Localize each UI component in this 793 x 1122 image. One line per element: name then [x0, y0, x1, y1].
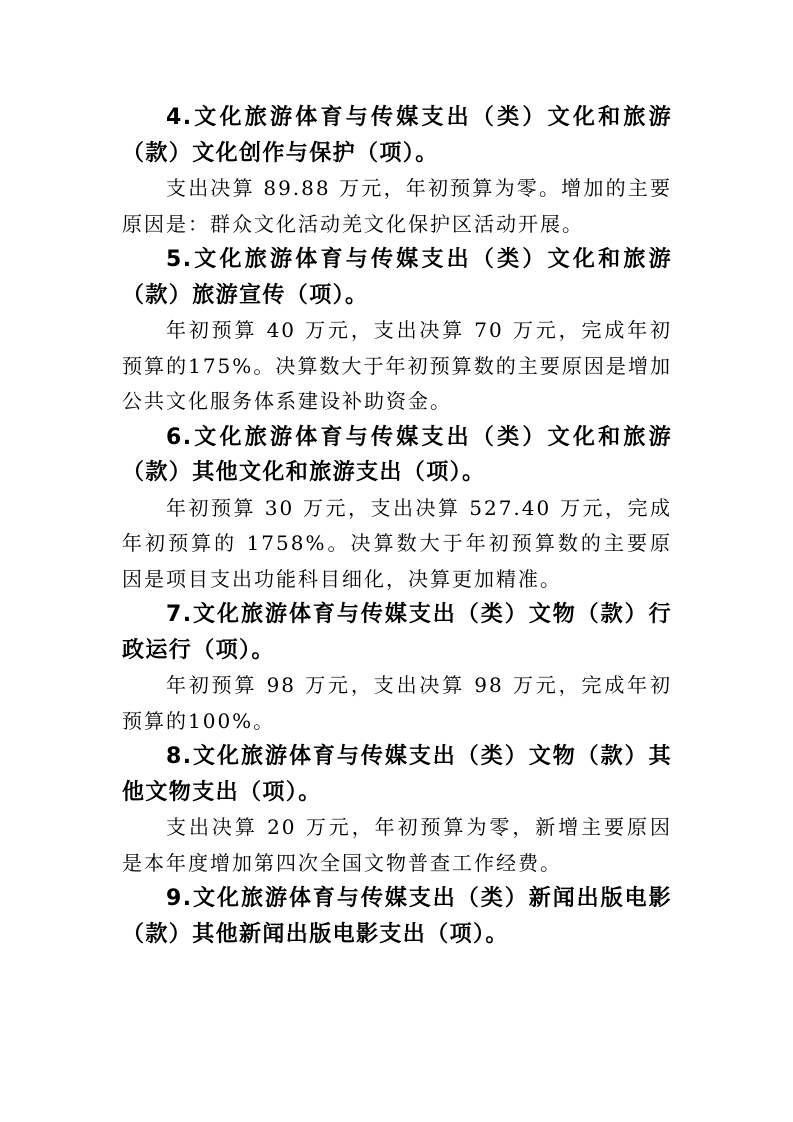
section-5 — [122, 242, 672, 420]
section-body: 支出决算 89.88 万元，年初预算为零。增加的主要原因是：群众文化活动羌文化保护区活动开展。 — [122, 176, 672, 236]
section-body: 年初预算 30 万元，支出决算 527.40 万元，完成年初预算的 1758%。决算数大于年初预算数的主要原因是项目支出功能科目细化，决算更加精准。 — [122, 495, 672, 591]
section-body: 年初预算 40 万元，支出决算 70 万元，完成年初预算的175%。决算数大于年初预算数的主要原因是增加公共文化服务体系建设补助资金。 — [122, 318, 672, 413]
section-body: 支出决算 20 万元，年初预算为零，新增主要原因是本年度增加第四次全国文物普查工作经费。 — [122, 815, 672, 875]
document-page — [122, 100, 672, 952]
section-9 — [122, 881, 672, 952]
section-8 — [122, 739, 672, 881]
section-heading: 9.文化旅游体育与传媒支出（类）新闻出版电影（款）其他新闻出版电影支出（项）。 — [122, 886, 672, 947]
section-heading: 5.文化旅游体育与传媒支出（类）文化和旅游（款）旅游宣传（项）。 — [122, 247, 672, 308]
section-heading: 6.文化旅游体育与传媒支出（类）文化和旅游（款）其他文化和旅游支出（项）。 — [122, 424, 672, 485]
section-heading: 8.文化旅游体育与传媒支出（类）文物（款）其他文物支出（项）。 — [122, 744, 672, 805]
section-4 — [122, 100, 672, 242]
section-7 — [122, 597, 672, 739]
section-6 — [122, 420, 672, 598]
section-heading: 4.文化旅游体育与传媒支出（类）文化和旅游（款）文化创作与保护（项）。 — [122, 105, 672, 166]
section-heading: 7.文化旅游体育与传媒支出（类）文物（款）行政运行（项）。 — [122, 602, 672, 663]
section-body: 年初预算 98 万元，支出决算 98 万元，完成年初预算的100%。 — [122, 673, 672, 733]
